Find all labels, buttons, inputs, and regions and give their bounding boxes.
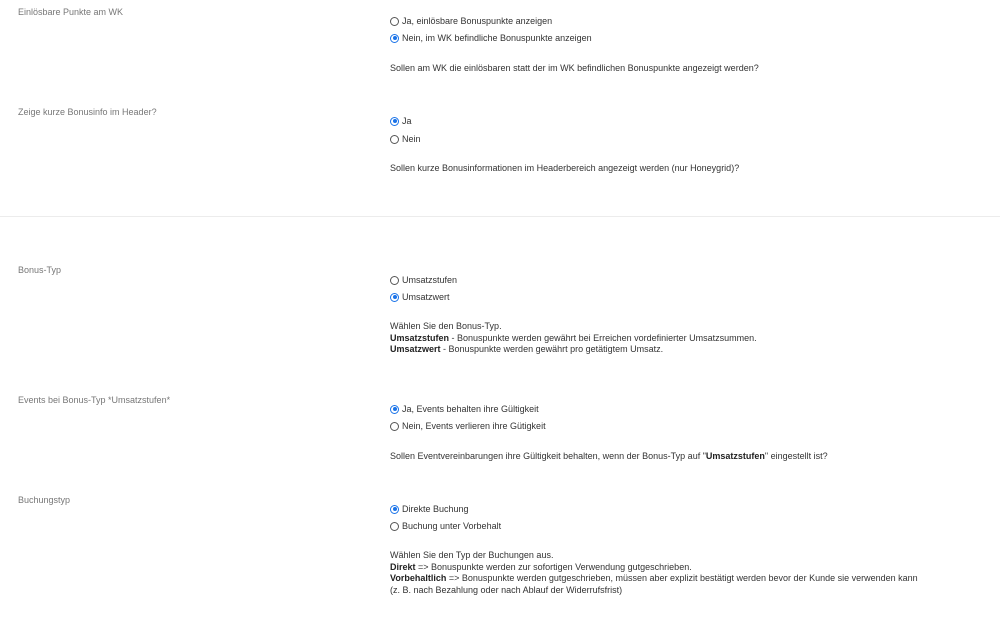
radio-button-icon[interactable] xyxy=(390,135,399,144)
radio-label[interactable]: Nein, Events verlieren ihre Gütigkeit xyxy=(402,421,546,431)
radio-option-einloesbare-ja[interactable] xyxy=(390,16,552,26)
radio-label[interactable]: Ja, Events behalten ihre Gültigkeit xyxy=(402,404,539,414)
help-term: Umsatzwert xyxy=(390,344,441,354)
radio-option-events-nein[interactable] xyxy=(390,421,546,431)
help-term: Vorbehaltlich xyxy=(390,573,447,583)
radio-button-icon[interactable] xyxy=(390,422,399,431)
setting-help-text xyxy=(390,451,828,463)
radio-button-icon[interactable] xyxy=(390,405,399,414)
setting-label-bonusinfo-header: Zeige kurze Bonusinfo im Header? xyxy=(18,107,157,117)
radio-button-icon[interactable] xyxy=(390,34,399,43)
setting-help-text xyxy=(390,321,757,356)
radio-option-events-ja[interactable] xyxy=(390,404,539,414)
radio-label[interactable]: Nein, im WK befindliche Bonuspunkte anzeigen xyxy=(402,33,592,43)
radio-button-icon[interactable] xyxy=(390,293,399,302)
radio-option-umsatzwert[interactable] xyxy=(390,292,450,302)
radio-button-icon[interactable] xyxy=(390,117,399,126)
help-description: => Bonuspunkte werden zur sofortigen Verwendung gutgeschrieben. xyxy=(415,561,692,572)
radio-button-icon[interactable] xyxy=(390,505,399,514)
help-line xyxy=(390,344,757,356)
help-description: => Bonuspunkte werden gutgeschrieben, müssen aber explizit bestätigt werden bevor der Kunde sie verwenden kann xyxy=(446,573,918,583)
help-description: - Bonuspunkte werden gewährt pro getätigtem Umsatz. xyxy=(440,344,664,354)
radio-option-einloesbare-nein[interactable] xyxy=(390,33,592,43)
help-term: Direkt xyxy=(390,561,416,572)
radio-option-umsatzstufen[interactable] xyxy=(390,275,457,285)
setting-help-text: Sollen kurze Bonusinformationen im Headerbereich angezeigt werden (nur Honeygrid)? xyxy=(390,163,740,173)
radio-option-bonusinfo-ja[interactable] xyxy=(390,116,412,126)
setting-label-einloesbare-punkte: Einlösbare Punkte am WK xyxy=(18,7,124,17)
section-divider xyxy=(0,216,1000,217)
help-text-part: Sollen Eventvereinbarungen ihre Gültigkeit behalten, wenn der Bonus-Typ auf " xyxy=(390,451,706,461)
radio-label[interactable]: Direkte Buchung xyxy=(402,504,469,514)
radio-button-icon[interactable] xyxy=(390,522,399,531)
radio-label[interactable]: Ja, einlösbare Bonuspunkte anzeigen xyxy=(402,16,553,26)
radio-option-bonusinfo-nein[interactable] xyxy=(390,134,421,144)
help-line: Wählen Sie den Typ der Buchungen aus. xyxy=(390,550,554,560)
help-line: (z. B. nach Bezahlung oder nach Ablauf der Widerrufsfrist) xyxy=(390,584,623,595)
radio-label[interactable]: Umsatzwert xyxy=(402,292,450,302)
setting-help-text: Sollen am WK die einlösbaren statt der im WK befindlichen Bonuspunkte angezeigt werden? xyxy=(390,63,759,73)
radio-option-direkte-buchung[interactable] xyxy=(390,504,469,514)
radio-option-buchung-vorbehalt[interactable] xyxy=(390,521,501,531)
help-line xyxy=(390,573,918,585)
radio-button-icon[interactable] xyxy=(390,17,399,26)
radio-button-icon[interactable] xyxy=(390,276,399,285)
help-term: Umsatzstufen xyxy=(705,451,765,461)
help-line xyxy=(390,562,918,574)
radio-label[interactable]: Umsatzstufen xyxy=(402,275,458,285)
setting-help-text xyxy=(390,550,918,596)
help-text-part: " eingestellt ist? xyxy=(764,451,828,461)
radio-label[interactable]: Nein xyxy=(402,134,421,144)
help-line xyxy=(390,333,757,345)
help-description: - Bonuspunkte werden gewährt bei Erreichen vordefinierter Umsatzsummen. xyxy=(449,332,757,343)
help-line: Wählen Sie den Bonus-Typ. xyxy=(390,321,502,331)
radio-label[interactable]: Buchung unter Vorbehalt xyxy=(402,521,502,531)
setting-label-events: Events bei Bonus-Typ *Umsatzstufen* xyxy=(18,395,171,405)
radio-label[interactable]: Ja xyxy=(402,116,412,126)
setting-label-buchungstyp: Buchungstyp xyxy=(18,495,71,505)
help-term: Umsatzstufen xyxy=(390,332,450,343)
setting-label-bonus-typ: Bonus-Typ xyxy=(18,265,62,275)
